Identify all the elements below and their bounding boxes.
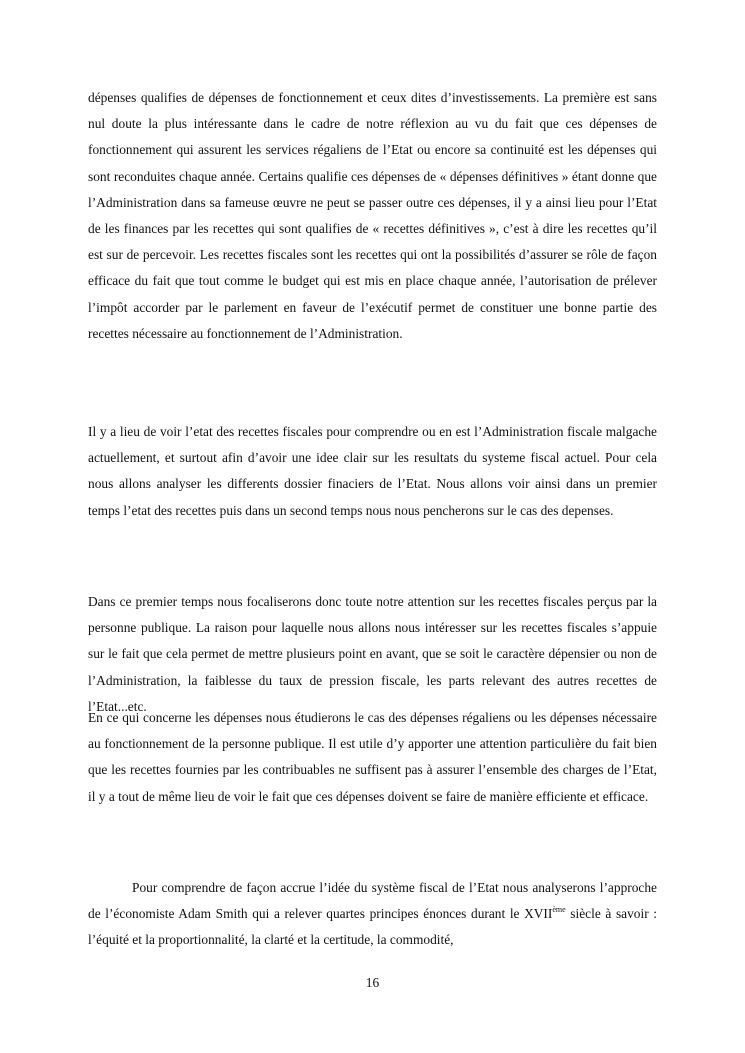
paragraph-premier-temps-recettes: Dans ce premier temps nous focaliserons donc toute notre attention sur les recettes fiscales perçus par la personne publique. La raison pour laquelle nous allons nous intéresser sur les recettes fiscales s’appuie sur le fait que cela permet de mettre plusieurs point en avant, que se soit le caractère dépensier ou non de l’Administration, la faiblesse du taux de pression fiscale, les parts relevant des autres recettes de l’Etat...etc. [88,594,657,714]
paragraph-depenses-regaliens: En ce qui concerne les dépenses nous étudierons le cas des dépenses régaliens ou les dépenses nécessaire au fonctionnement de la personne publique. Il est utile d’y apporter une attention particulière du fait bien que les recettes fournies par les contribuables ne suffisent pas à assurer l’ensemble des charges de l’Etat, il y a tout de même lieu de voir le fait que ces dépenses doivent se faire de manière efficiente et efficace. [88,710,657,804]
paragraph-etat-recettes-fiscales: Il y a lieu de voir l’etat des recettes fiscales pour comprendre ou en est l’Administration fiscale malgache actuellement, et surtout afin d’avoir une idee clair sur les resultats du systeme fiscal actuel. Pour cela nous allons analyser les differents dossier finaciers de l’Etat. Nous allons voir ainsi dans un premier temps l’etat des recettes puis dans un second temps nous nous pencherons sur le cas des depenses. [88,424,657,518]
paragraph-adam-smith-text-start: Pour comprendre de façon accrue l’idée du système fiscal de l’Etat nous analyserons l’approche de l’économiste Adam Smith qui a relever quartes principes énonces durant le XVII [88,880,657,922]
century-superscript: ème [552,905,566,915]
paragraph-adam-smith-text-end: siècle à savoir : l’équité et la proportionnalité, la clarté et la certitude, la commodité, [88,906,658,948]
page-number: 16 [365,975,380,990]
paragraph-adam-smith [88,875,657,954]
paragraph-depenses-fonctionnement: dépenses qualifies de dépenses de fonctionnement et ceux dites d’investissements. La première est sans nul doute la plus intéressante dans le cadre de notre réflexion au vu du fait que ces dépenses de fonctionnement qui assurent les services régaliens de l’Etat ou encore sa continuité est les dépenses qui sont reconduites chaque année. Certains qualifie ces dépenses de « dépenses définitives » étant donne que l’Administration dans sa fameuse œuvre ne peut se passer outre ces dépenses, il y a ainsi lieu pour l’Etat de les finances par les recettes qui sont qualifies de « recettes définitives », c’est à dire les recettes qu’il est sur de percevoir. Les recettes fiscales sont les recettes qui ont la possibilités d’assurer se rôle de façon efficace du fait que tout comme le budget qui est mis en place chaque année, l’autorisation de prélever l’impôt accorder par le parlement en faveur de l’exécutif permet de constituer une bonne partie des recettes nécessaire au fonctionnement de l’Administration. [88,90,657,341]
